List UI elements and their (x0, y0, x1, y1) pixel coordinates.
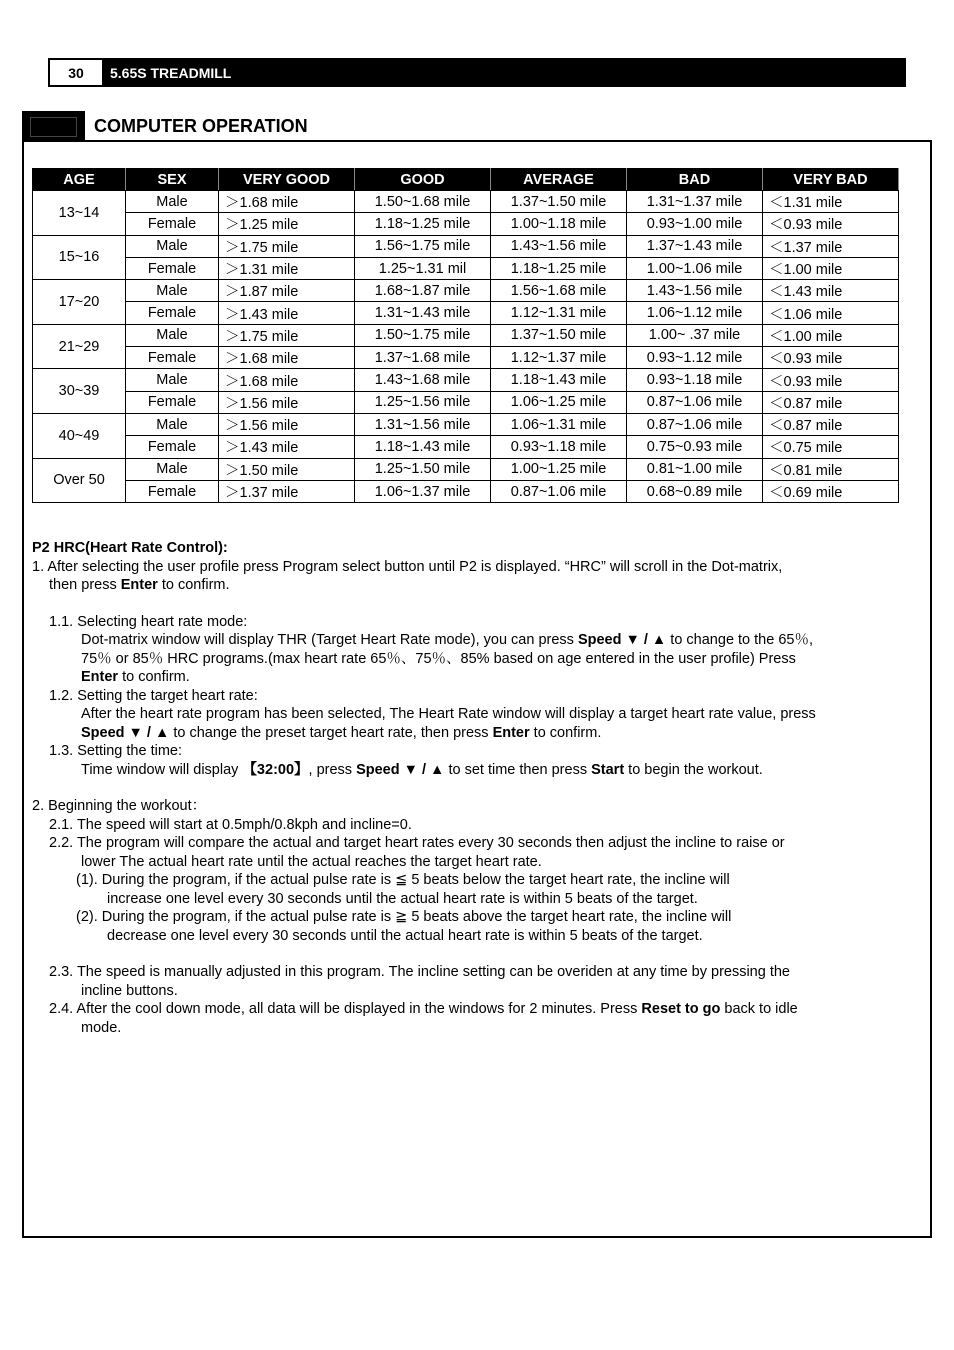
sex-cell: Male (126, 191, 219, 213)
column-header: GOOD (355, 169, 491, 191)
step-2-2-1-line: (1). During the program, if the actual pulse rate is ≦ 5 beats below the target heart rate, the incline will (76, 872, 730, 888)
section-marker (22, 111, 85, 141)
very-bad-cell: ＜0.75 mile (763, 436, 899, 458)
fitness-rating-table (32, 168, 899, 503)
table-row (33, 257, 899, 279)
step-1-2-line: Speed ▼ / ▲ to change the preset target heart rate, then press Enter to confirm. (81, 724, 602, 741)
sex-cell: Female (126, 213, 219, 235)
sex-cell: Female (126, 302, 219, 324)
step-2-4-line: mode. (81, 1019, 122, 1036)
column-header: VERY BAD (763, 169, 899, 191)
step-2-title: 2. Beginning the workout： (32, 798, 207, 814)
table-row (33, 347, 899, 369)
step-2-2-1-line: increase one level every 30 seconds until the actual heart rate is within 5 beats of the target. (107, 890, 698, 907)
step-2-2-line: 2.2. The program will compare the actual and target heart rates every 30 seconds then adjust the incline to raise or (49, 835, 785, 851)
table-row (33, 369, 899, 391)
step-1-2-line: After the heart rate program has been selected, The Heart Rate window will display a target heart rate value, press (81, 706, 816, 722)
table-row (33, 302, 899, 324)
table-row (33, 436, 899, 458)
sex-cell: Male (126, 369, 219, 391)
good-cell: 1.06~1.37 mile (355, 480, 491, 502)
table-header-row (33, 169, 899, 191)
very-good-cell: ＞1.56 mile (219, 391, 355, 413)
bad-cell: 0.81~1.00 mile (627, 458, 763, 480)
age-cell: 15~16 (33, 235, 126, 280)
very-good-cell: ＞1.37 mile (219, 480, 355, 502)
good-cell: 1.43~1.68 mile (355, 369, 491, 391)
step-2-2-2-line: (2). During the program, if the actual pulse rate is ≧ 5 beats above the target heart rate, the incline will (76, 909, 732, 925)
table-row (33, 413, 899, 435)
section-title: COMPUTER OPERATION (94, 116, 308, 136)
very-bad-cell: ＜0.93 mile (763, 347, 899, 369)
average-cell: 1.18~1.43 mile (491, 369, 627, 391)
program-heading: P2 HRC(Heart Rate Control): (32, 540, 228, 556)
average-cell: 1.43~1.56 mile (491, 235, 627, 257)
step-2-4-line: 2.4. After the cool down mode, all data will be displayed in the windows for 2 minutes. Press Reset to go back to idle (49, 1001, 798, 1017)
age-cell: 40~49 (33, 413, 126, 458)
step-1-1-line: Dot-matrix window will display THR (Target Heart Rate mode), you can press Speed ▼ / ▲ to change to the 65％, (81, 632, 813, 648)
sex-cell: Male (126, 324, 219, 346)
very-good-cell: ＞1.87 mile (219, 280, 355, 302)
very-bad-cell: ＜1.31 mile (763, 191, 899, 213)
good-cell: 1.25~1.50 mile (355, 458, 491, 480)
column-header: SEX (126, 169, 219, 191)
very-bad-cell: ＜0.87 mile (763, 413, 899, 435)
table-row (33, 235, 899, 257)
step-1-2-title: 1.2. Setting the target heart rate: (49, 687, 258, 704)
good-cell: 1.18~1.25 mile (355, 213, 491, 235)
sex-cell: Male (126, 413, 219, 435)
table-row (33, 213, 899, 235)
step-1-3-line: Time window will display 【32:00】, press Speed ▼ / ▲ to set time then press Start to begin the workout. (81, 761, 763, 778)
average-cell: 1.12~1.31 mile (491, 302, 627, 324)
bad-cell: 1.31~1.37 mile (627, 191, 763, 213)
very-good-cell: ＞1.68 mile (219, 191, 355, 213)
step-2-2-2-line: decrease one level every 30 seconds until the actual heart rate is within 5 beats of the target. (107, 927, 703, 944)
average-cell: 1.06~1.31 mile (491, 413, 627, 435)
very-good-cell: ＞1.75 mile (219, 235, 355, 257)
table-row (33, 480, 899, 502)
very-bad-cell: ＜1.00 mile (763, 324, 899, 346)
very-good-cell: ＞1.68 mile (219, 369, 355, 391)
very-bad-cell: ＜1.00 mile (763, 257, 899, 279)
very-good-cell: ＞1.25 mile (219, 213, 355, 235)
good-cell: 1.25~1.31 mil (355, 257, 491, 279)
good-cell: 1.31~1.43 mile (355, 302, 491, 324)
very-good-cell: ＞1.43 mile (219, 436, 355, 458)
good-cell: 1.56~1.75 mile (355, 235, 491, 257)
average-cell: 0.93~1.18 mile (491, 436, 627, 458)
age-cell: 30~39 (33, 369, 126, 414)
good-cell: 1.25~1.56 mile (355, 391, 491, 413)
bad-cell: 1.06~1.12 mile (627, 302, 763, 324)
average-cell: 1.06~1.25 mile (491, 391, 627, 413)
sex-cell: Female (126, 480, 219, 502)
very-bad-cell: ＜0.69 mile (763, 480, 899, 502)
very-good-cell: ＞1.31 mile (219, 257, 355, 279)
bad-cell: 0.87~1.06 mile (627, 413, 763, 435)
age-cell: 17~20 (33, 280, 126, 325)
bad-cell: 0.87~1.06 mile (627, 391, 763, 413)
step-1-1-line: Enter to confirm. (81, 669, 190, 685)
good-cell: 1.37~1.68 mile (355, 347, 491, 369)
very-good-cell: ＞1.56 mile (219, 413, 355, 435)
table-row (33, 391, 899, 413)
very-good-cell: ＞1.50 mile (219, 458, 355, 480)
age-cell: Over 50 (33, 458, 126, 503)
sex-cell: Male (126, 280, 219, 302)
age-cell: 13~14 (33, 191, 126, 236)
very-bad-cell: ＜1.43 mile (763, 280, 899, 302)
sex-cell: Female (126, 391, 219, 413)
sex-cell: Female (126, 347, 219, 369)
step-2-1: 2.1. The speed will start at 0.5mph/0.8kph and incline=0. (49, 816, 412, 833)
very-bad-cell: ＜0.93 mile (763, 369, 899, 391)
very-good-cell: ＞1.68 mile (219, 347, 355, 369)
step-1-1-title: 1.1. Selecting heart rate mode: (49, 613, 248, 630)
sex-cell: Male (126, 235, 219, 257)
average-cell: 1.18~1.25 mile (491, 257, 627, 279)
very-bad-cell: ＜1.37 mile (763, 235, 899, 257)
good-cell: 1.50~1.75 mile (355, 324, 491, 346)
column-header: VERY GOOD (219, 169, 355, 191)
sex-cell: Male (126, 458, 219, 480)
bad-cell: 1.00~1.06 mile (627, 257, 763, 279)
average-cell: 1.00~1.25 mile (491, 458, 627, 480)
page-header (48, 58, 906, 87)
average-cell: 1.00~1.18 mile (491, 213, 627, 235)
average-cell: 1.37~1.50 mile (491, 324, 627, 346)
bad-cell: 0.68~0.89 mile (627, 480, 763, 502)
good-cell: 1.68~1.87 mile (355, 280, 491, 302)
table-row (33, 458, 899, 480)
average-cell: 1.56~1.68 mile (491, 280, 627, 302)
good-cell: 1.31~1.56 mile (355, 413, 491, 435)
average-cell: 0.87~1.06 mile (491, 480, 627, 502)
very-good-cell: ＞1.43 mile (219, 302, 355, 324)
page-number: 30 (50, 60, 102, 85)
bad-cell: 1.00~ .37 mile (627, 324, 763, 346)
sex-cell: Female (126, 257, 219, 279)
very-bad-cell: ＜1.06 mile (763, 302, 899, 324)
step-1-3-title: 1.3. Setting the time: (49, 743, 182, 759)
bad-cell: 1.37~1.43 mile (627, 235, 763, 257)
table-row (33, 280, 899, 302)
good-cell: 1.18~1.43 mile (355, 436, 491, 458)
step-2-3-line: incline buttons. (81, 982, 178, 999)
very-bad-cell: ＜0.81 mile (763, 458, 899, 480)
step-1-1-line: 75％ or 85％ HRC programs.(max heart rate 65％、75％、85% based on age entered in the user profile) Press (81, 650, 796, 667)
table-row (33, 324, 899, 346)
bad-cell: 1.43~1.56 mile (627, 280, 763, 302)
age-cell: 21~29 (33, 324, 126, 369)
good-cell: 1.50~1.68 mile (355, 191, 491, 213)
column-header: BAD (627, 169, 763, 191)
bad-cell: 0.93~1.00 mile (627, 213, 763, 235)
very-good-cell: ＞1.75 mile (219, 324, 355, 346)
sex-cell: Female (126, 436, 219, 458)
step-2-2-line: lower The actual heart rate until the actual reaches the target heart rate. (81, 853, 542, 870)
very-bad-cell: ＜0.93 mile (763, 213, 899, 235)
very-bad-cell: ＜0.87 mile (763, 391, 899, 413)
step-2-3-line: 2.3. The speed is manually adjusted in this program. The incline setting can be overiden at any time by pressing the (49, 964, 791, 980)
instructions (32, 539, 912, 1037)
table-row (33, 191, 899, 213)
step-1-line: 1. After selecting the user profile press Program select button until P2 is displayed. “HRC” will scroll in the Dot-matrix, (32, 558, 783, 575)
step-1-line: then press Enter to confirm. (49, 577, 230, 593)
average-cell: 1.37~1.50 mile (491, 191, 627, 213)
column-header: AVERAGE (491, 169, 627, 191)
average-cell: 1.12~1.37 mile (491, 347, 627, 369)
column-header: AGE (33, 169, 126, 191)
header-title: 5.65S TREADMILL (110, 64, 232, 81)
bad-cell: 0.93~1.18 mile (627, 369, 763, 391)
bad-cell: 0.75~0.93 mile (627, 436, 763, 458)
bad-cell: 0.93~1.12 mile (627, 347, 763, 369)
